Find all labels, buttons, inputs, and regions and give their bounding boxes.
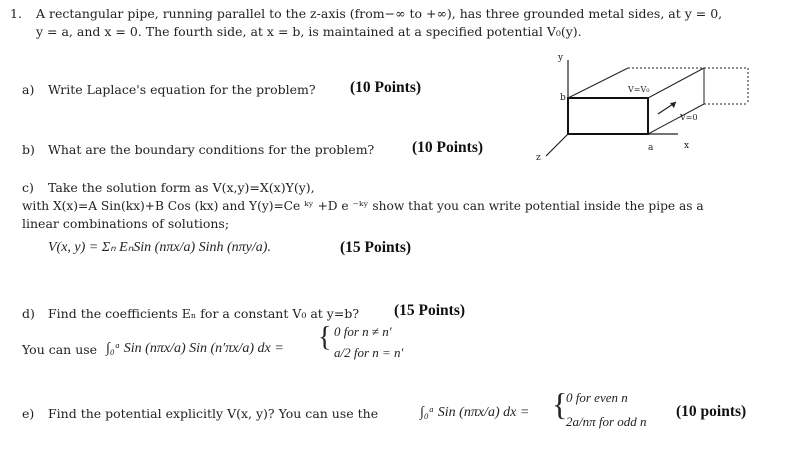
pipe-diagram <box>528 56 788 166</box>
part-d-case2: a/2 for n = n′ <box>334 345 404 360</box>
fig-y-label: y <box>558 53 564 63</box>
part-c-line1: Take the solution form as V(x,y)=X(x)Y(y), <box>48 180 315 195</box>
part-e-integral: ∫₀ᵃ Sin (nπx/a) dx = <box>420 405 530 420</box>
part-c-formula: V(x, y) = Σₙ EₙSin (nπx/a) Sinh (nπy/a). <box>48 240 271 255</box>
part-d-integral: ∫₀ᵃ Sin (nπx/a) Sin (n′πx/a) dx = <box>106 341 284 356</box>
part-e-text: Find the potential explicitly V(x, y)? You can use the <box>48 406 379 421</box>
fig-z-label: z <box>536 153 541 163</box>
fig-v0-label: V=V₀ <box>628 85 650 94</box>
part-e-case1: 0 for even n <box>566 390 628 405</box>
part-c-line2: with X(x)=A Sin(kx)+B Cos (kx) and Y(y)=Ce ᵏʸ +D e ⁻ᵏʸ show that you can write potential inside the pipe as a <box>22 199 704 213</box>
part-c-points: (15 Points) <box>340 239 412 256</box>
part-a-label: a) <box>22 82 35 97</box>
part-e-case2: 2a/nπ for odd n <box>566 414 647 429</box>
question-number: 1. <box>10 6 22 21</box>
part-b-points: (10 Points) <box>412 139 484 156</box>
part-d-label: d) <box>22 306 35 321</box>
part-e-brace: { <box>552 386 568 422</box>
part-d-case1: 0 for n ≠ n′ <box>334 324 392 339</box>
part-b-text: What are the boundary conditions for the problem? <box>48 142 375 157</box>
part-a-text: Write Laplace's equation for the problem? <box>48 82 316 97</box>
fig-b-label: b <box>560 93 566 103</box>
part-d-points: (15 Points) <box>394 302 466 319</box>
part-e-points: (10 points) <box>676 403 747 420</box>
fig-a-label: a <box>648 143 654 153</box>
fig-x-label: x <box>684 141 690 151</box>
part-d-brace: { <box>318 322 332 353</box>
question-text-line2: y = a, and x = 0. The fourth side, at x = b, is maintained at a specified potential V₀(y). <box>36 24 582 39</box>
question-text-line1: A rectangular pipe, running parallel to the z-axis (from−∞ to +∞), has three grounded metal sides, at y = 0, <box>36 6 723 21</box>
part-e-label: e) <box>22 406 35 421</box>
part-c-label: c) <box>22 180 34 195</box>
part-b-label: b) <box>22 142 35 157</box>
fig-vzero-label: V=0 <box>680 113 698 122</box>
part-d-use-prefix: You can use <box>22 342 98 357</box>
part-a-points: (10 Points) <box>350 79 422 96</box>
part-c-line3: linear combinations of solutions; <box>22 216 230 231</box>
part-d-line1: Find the coefficients Eₙ for a constant V₀ at y=b? <box>48 306 360 321</box>
